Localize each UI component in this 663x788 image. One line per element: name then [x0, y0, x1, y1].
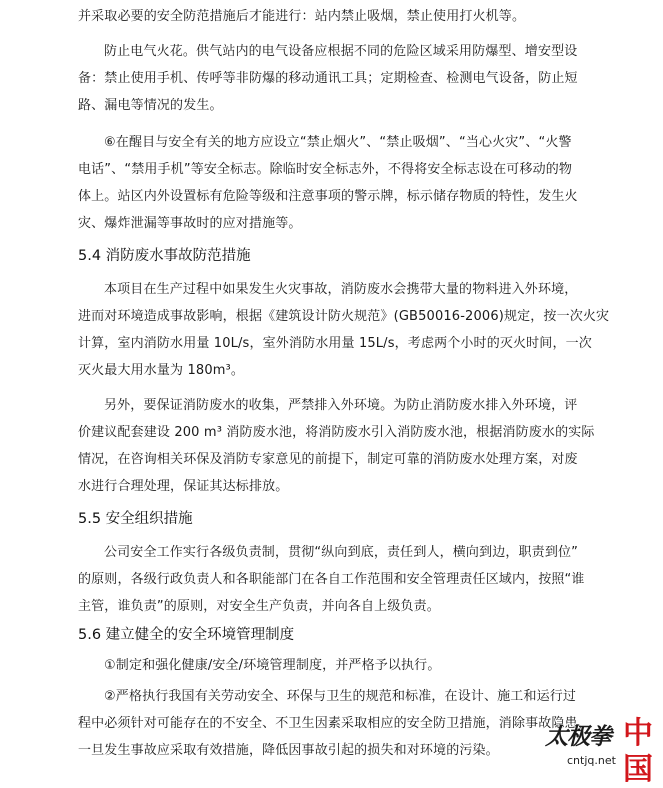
paragraph-line: 程中必须针对可能存在的不安全、不卫生因素采取相应的安全防卫措施，消除事故隐患，	[78, 716, 591, 731]
watermark-seal: 中国	[623, 716, 653, 787]
paragraph-line: 公司安全工作实行各级负责制，贯彻“纵向到底，责任到人，横向到边，职责到位”	[104, 545, 579, 560]
paragraph-line: 备：禁止使用手机、传呼等非防爆的移动通讯工具；定期检查、检测电气设备，防止短	[78, 71, 578, 86]
section-heading-5-5: 5.5 安全组织措施	[78, 511, 193, 527]
paragraph-line: 的原则，各级行政负责人和各职能部门在各自工作范围和安全管理责任区域内，按照“谁	[78, 572, 585, 587]
paragraph-line: 另外，要保证消防废水的收集，严禁排入外环境。为防止消防废水排入外环境，评	[104, 398, 578, 413]
paragraph-line: 灭火最大用水量为 180m³。	[78, 363, 245, 378]
paragraph-line: 灾、爆炸泄漏等事故时的应对措施等。	[78, 216, 302, 231]
paragraph-line: 主管，谁负责”的原则，对安全生产负责，并向各自上级负责。	[78, 599, 440, 614]
paragraph-line: 价建议配套建设 200 m³ 消防废水池，将消防废水引入消防废水池，根据消防废水的实际	[78, 425, 595, 440]
paragraph-line: ⑥在醒目与安全有关的地方应设立“禁止烟火”、“禁止吸烟”、“当心火灾”、“火警	[104, 135, 572, 150]
paragraph-line: 一旦发生事故应采取有效措施，降低因事故引起的损失和对环境的污染。	[78, 743, 499, 758]
paragraph-line: 防止电气火花。供气站内的电气设备应根据不同的危险区域采用防爆型、增安型设	[104, 44, 578, 59]
paragraph-line: 本项目在生产过程中如果发生火灾事故，消防废水会携带大量的物料进入外环境，	[104, 282, 578, 297]
watermark-brand: 太极拳	[545, 723, 611, 750]
paragraph-line: ②严格执行我国有关劳动安全、环保与卫生的规范和标准，在设计、施工和运行过	[104, 689, 577, 704]
paragraph-line: 情况，在咨询相关环保及消防专家意见的前提下，制定可靠的消防废水处理方案，对废	[78, 452, 578, 467]
section-heading-5-6: 5.6 建立健全的安全环境管理制度	[78, 627, 295, 643]
paragraph-line: 路、漏电等情况的发生。	[78, 98, 223, 113]
paragraph-line: ①制定和强化健康/安全/环境管理制度，并严格予以执行。	[104, 658, 441, 673]
paragraph-line: 计算，室内消防水用量 10L/s，室外消防水用量 15L/s，考虑两个小时的灭火时间，一次	[78, 336, 592, 351]
paragraph-line: 体上。站区内外设置标有危险等级和注意事项的警示牌，标示储存物质的特性，发生火	[78, 189, 578, 204]
paragraph-line: 电话”、“禁用手机”等安全标志。除临时安全标志外，不得将安全标志设在可移动的物	[78, 162, 573, 177]
paragraph-line: 进而对环境造成事故影响，根据《建筑设计防火规范》(GB50016-2006)规定，按一次火灾	[78, 309, 610, 324]
paragraph-line: 并采取必要的安全防范措施后才能进行：站内禁止吸烟，禁止使用打火机等。	[78, 9, 526, 24]
watermark-url: cntjq.net	[567, 754, 616, 767]
section-heading-5-4: 5.4 消防废水事故防范措施	[78, 248, 251, 264]
paragraph-line: 水进行合理处理，保证其达标排放。	[78, 479, 289, 494]
watermark-logo	[545, 716, 657, 787]
